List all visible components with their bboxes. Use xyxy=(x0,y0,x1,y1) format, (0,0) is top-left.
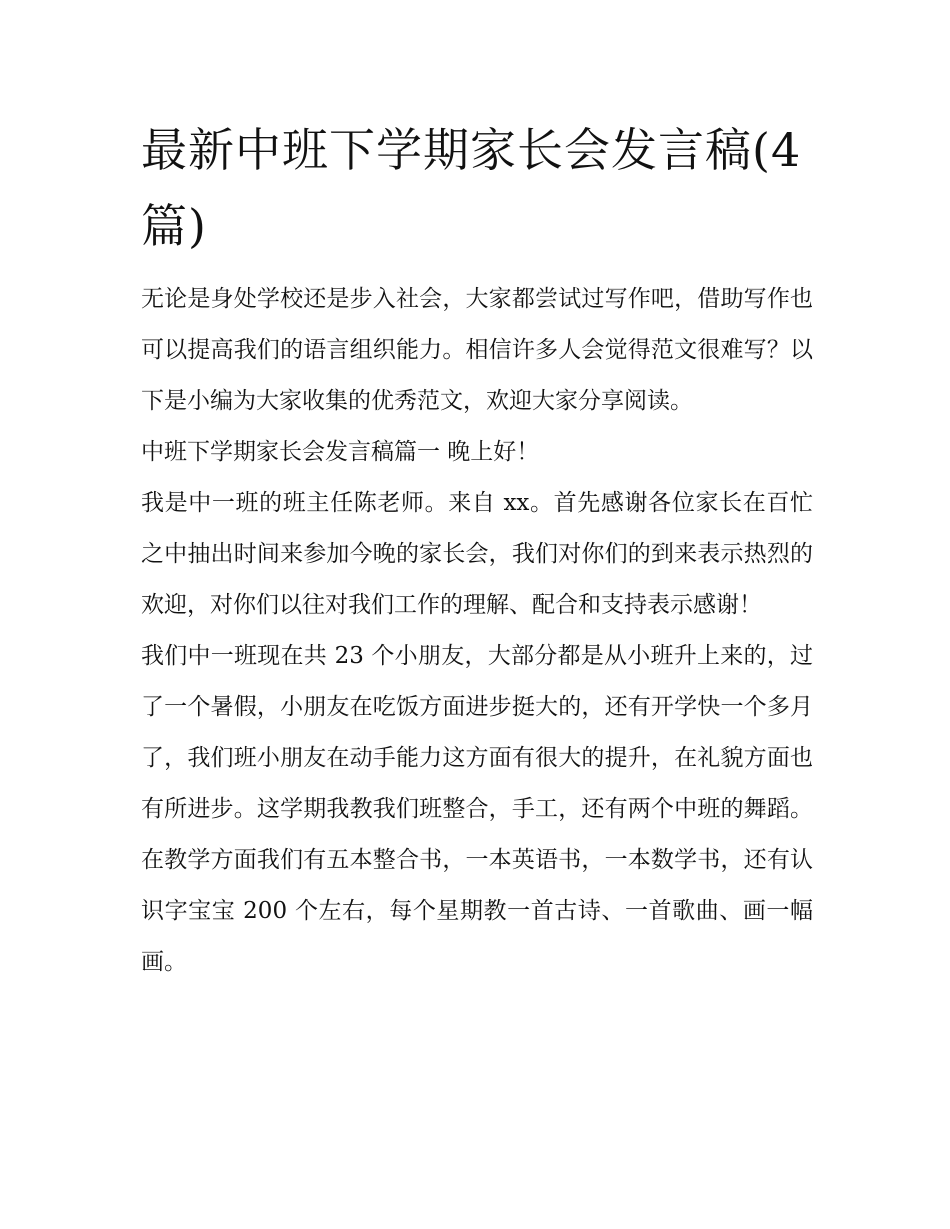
section-heading-paragraph: 中班下学期家长会发言稿篇一 晚上好！ xyxy=(141,439,540,465)
greeting-paragraph: 我是中一班的班主任陈老师。来自 xx。首先感谢各位家长在百忙之中抽出时间来参加今晚的家长会，我们对你们的到来表示热烈的欢迎，对你们以往对我们工作的理解、配合和支持表示感谢！ xyxy=(141,490,813,618)
document-page xyxy=(141,112,813,988)
class-overview-paragraph: 我们中一班现在共 23 个小朋友，大部分都是从小班升上来的，过了一个暑假，小朋友在吃饭方面进步挺大的，还有开学快一个多月了，我们班小朋友在动手能力这方面有很大的提升，在礼貌方面也有所进步。这学期我教我们班整合，手工，还有两个中班的舞蹈。在教学方面我们有五本整合书，一本英语书，一本数学书，还有认识字宝宝 200 个左右，每个星期教一首古诗、一首歌曲、画一幅画。 xyxy=(141,643,813,975)
document-title: 最新中班下学期家长会发言稿(4 篇) xyxy=(141,123,802,253)
intro-paragraph: 无论是身处学校还是步入社会，大家都尝试过写作吧，借助写作也可以提高我们的语言组织能力。相信许多人会觉得范文很难写？以下是小编为大家收集的优秀范文，欢迎大家分享阅读。 xyxy=(141,286,813,414)
